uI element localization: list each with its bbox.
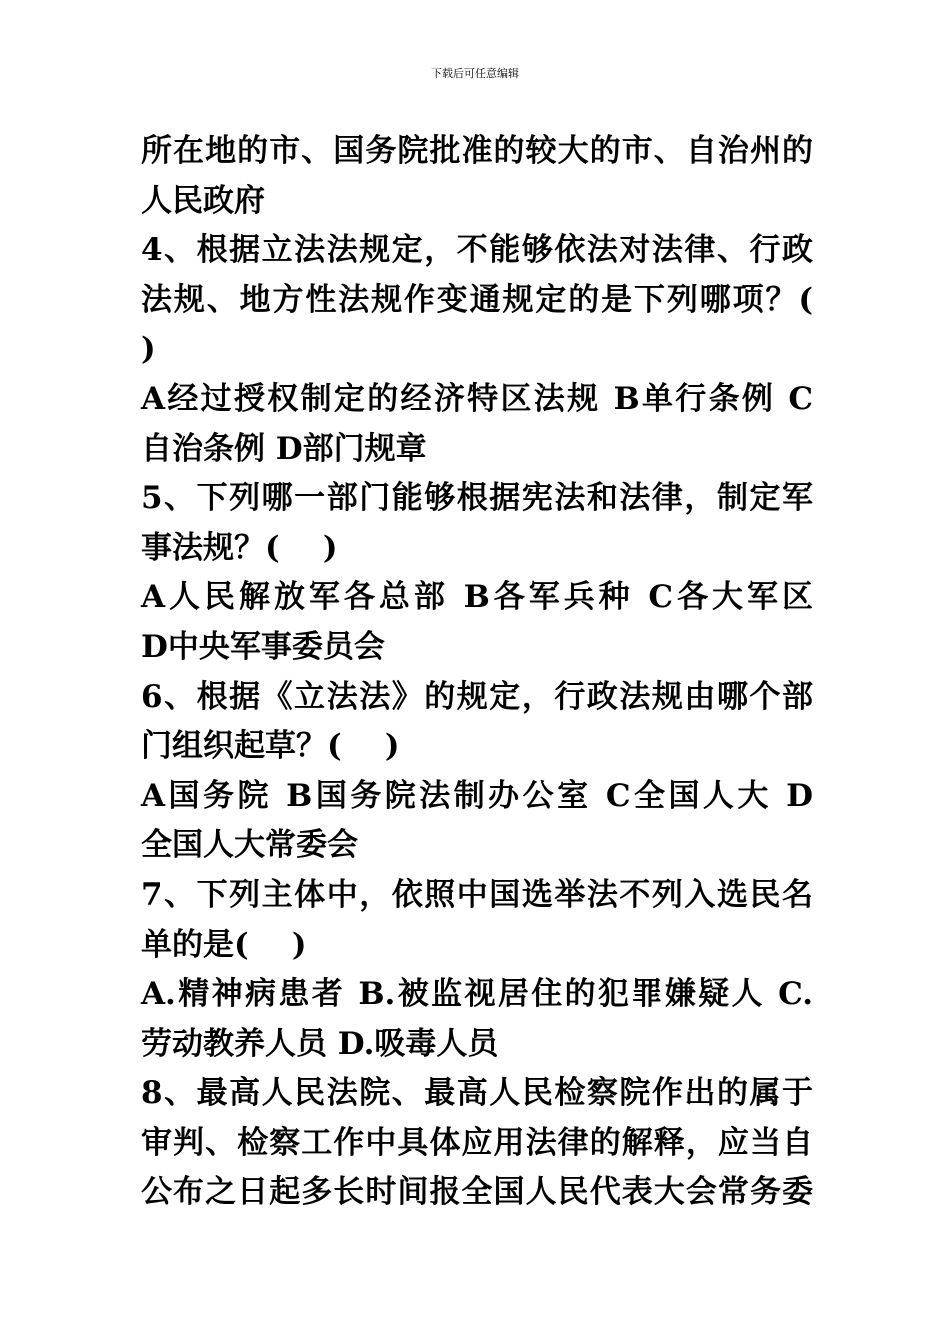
text-line: 人民政府 [141,182,265,219]
document-body [141,127,813,1218]
text-line: 所在地的市、国务院批准的较大的市、自治州的 [141,133,813,169]
text-line: D中央军事委员会 [141,628,385,665]
text-line: 审判、检察工作中具体应用法律的解释，应当自 [141,1124,813,1161]
text-line: 4、根据立法法规定，不能够依法对法律、行政 [141,232,813,269]
text-line: ) [141,331,156,368]
text-line: 6、根据《立法法》的规定，行政法规由哪个部 [141,678,813,715]
text-line: A国务院 B国务院法制办公室 C全国人大 D [141,777,813,814]
text-line: 单的是( ) [141,926,307,963]
text-line: 自治条例 D部门规章 [141,430,427,467]
text-line: 事法规？( ) [141,529,338,566]
text-line: 门组织起草？( ) [141,728,400,765]
text-line: 5、下列哪一部门能够根据宪法和法律，制定军 [141,480,813,517]
text-line: A人民解放军各总部 B各军兵种 C各大军区 [141,579,813,616]
text-line: 法规、地方性法规作变通规定的是下列哪项？( [141,281,813,318]
text-line: 劳动教养人员 D.吸毒人员 [141,1025,499,1062]
page-header: 下载后可任意编辑 [431,67,519,80]
text-line: A.精神病患者 B.被监视居住的犯罪嫌疑人 C. [141,976,813,1013]
text-line: 8、最高人民法院、最高人民检察院作出的属于 [141,1075,813,1112]
text-line: A经过授权制定的经济特区法规 B单行条例 C [141,380,813,417]
text-line: 公布之日起多长时间报全国人民代表大会常务委 [141,1174,813,1211]
text-line: 7、下列主体中，依照中国选举法不列入选民名 [141,876,813,913]
text-line: 全国人大常委会 [141,827,358,864]
